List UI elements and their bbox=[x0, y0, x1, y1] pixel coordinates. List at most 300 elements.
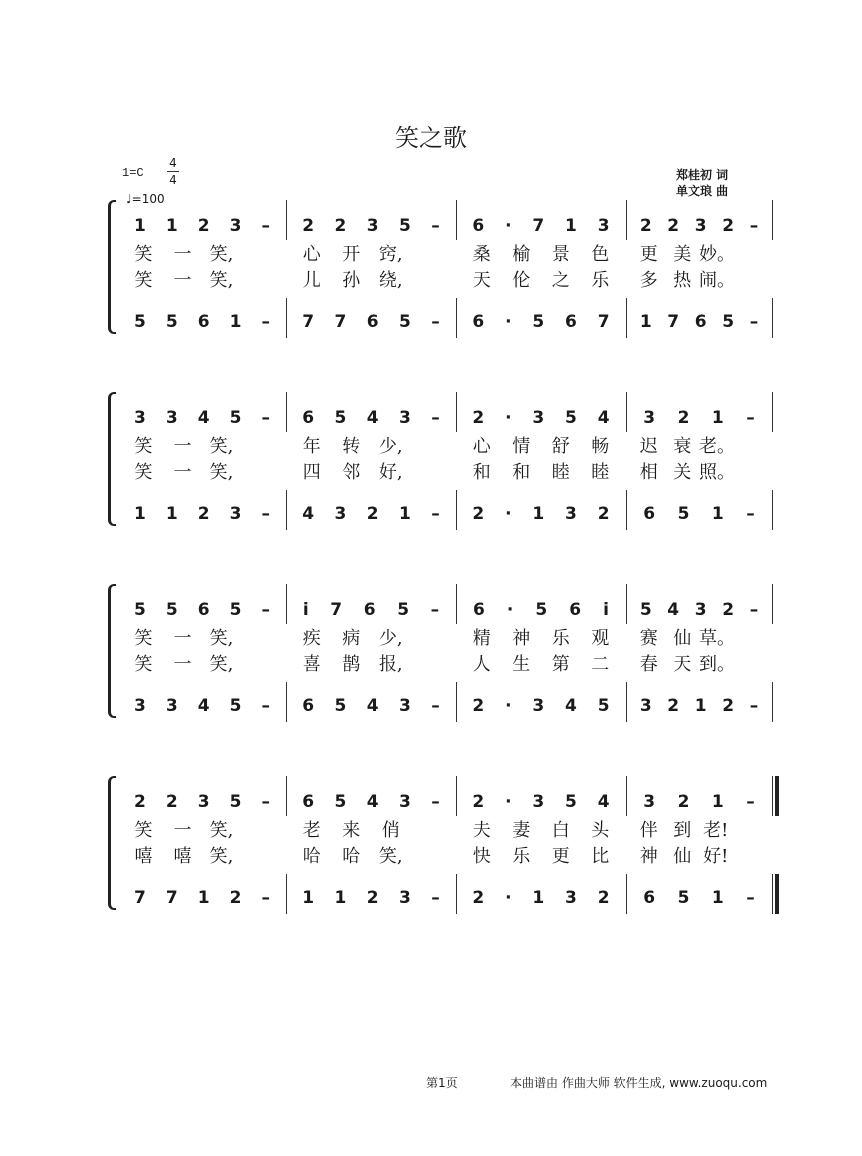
note: 5 bbox=[134, 600, 146, 620]
lyrics2-measure bbox=[124, 458, 280, 484]
lyric-char: 关 bbox=[673, 462, 692, 483]
note: 6 bbox=[302, 792, 315, 812]
final-bar-line bbox=[775, 874, 779, 914]
note: 2 bbox=[677, 408, 690, 428]
note: 2 bbox=[302, 216, 315, 236]
lyric-char: 老。 bbox=[699, 436, 735, 457]
note: 3 bbox=[197, 792, 210, 812]
note: 1 bbox=[399, 504, 411, 524]
lyric-char bbox=[411, 842, 451, 868]
note: 4 bbox=[197, 696, 210, 716]
lyric-char bbox=[733, 650, 767, 676]
lyric-char bbox=[733, 624, 767, 650]
note: 6 bbox=[643, 504, 656, 524]
lyric-char: 热 bbox=[673, 270, 692, 291]
note: – bbox=[431, 792, 440, 812]
note: 5 bbox=[334, 792, 347, 812]
note: 5 bbox=[134, 312, 146, 332]
lyric-char: 美 bbox=[673, 244, 692, 265]
lyric-char: 笑, bbox=[209, 462, 234, 483]
lyric-char: 天 bbox=[673, 654, 692, 675]
note: 6 bbox=[473, 600, 485, 620]
lyric-char: 色 bbox=[591, 244, 610, 265]
lyric-char: 笑, bbox=[378, 846, 403, 867]
lyrics2-measure bbox=[462, 842, 620, 868]
lyric-char bbox=[411, 624, 451, 650]
lyrics1-measure bbox=[124, 240, 280, 266]
note: 2 bbox=[472, 504, 485, 524]
note: 4 bbox=[366, 792, 379, 812]
lyric-char: 笑, bbox=[209, 436, 234, 457]
note: 5 bbox=[535, 600, 548, 620]
lyric-char bbox=[241, 816, 280, 842]
note: 3 bbox=[565, 504, 577, 524]
lyrics2-measure bbox=[632, 842, 766, 868]
note: 5 bbox=[397, 600, 410, 620]
note: 5 bbox=[334, 408, 347, 428]
system-brace bbox=[108, 392, 116, 526]
note: 5 bbox=[677, 504, 690, 524]
lyric-char: 夫 bbox=[472, 820, 491, 841]
lyric-char: 鹊 bbox=[342, 654, 361, 675]
bar-line bbox=[772, 392, 773, 432]
lyric-char bbox=[733, 458, 767, 484]
lyric-char bbox=[241, 432, 280, 458]
note: 2 bbox=[667, 696, 680, 716]
lyrics1-measure bbox=[462, 240, 620, 266]
note: 6 bbox=[197, 312, 210, 332]
note: 1 bbox=[565, 216, 577, 236]
lyric-char: 笑 bbox=[134, 628, 153, 649]
note: 1 bbox=[711, 504, 724, 524]
note: 7 bbox=[302, 312, 315, 332]
lyric-char bbox=[411, 432, 451, 458]
note: 2 bbox=[722, 696, 735, 716]
lyrics1-measure bbox=[292, 816, 450, 842]
lyric-char: 人 bbox=[472, 654, 491, 675]
bass-measure bbox=[632, 504, 766, 524]
bar-line bbox=[456, 200, 457, 240]
lyric-char bbox=[411, 240, 451, 266]
note: – bbox=[261, 696, 270, 716]
lyric-char: 笑 bbox=[134, 820, 153, 841]
lyric-char bbox=[241, 624, 280, 650]
lyric-char: 畅 bbox=[591, 436, 610, 457]
note: 7 bbox=[330, 600, 343, 620]
bar-line bbox=[286, 874, 287, 914]
melody-measure bbox=[632, 408, 766, 428]
note: · bbox=[505, 312, 512, 332]
lyric-char: 心 bbox=[302, 244, 321, 265]
system-2 bbox=[0, 388, 862, 528]
note: · bbox=[505, 504, 512, 524]
lyric-char: 乐 bbox=[551, 628, 570, 649]
lyric-char bbox=[241, 458, 280, 484]
melody-measure bbox=[124, 792, 280, 812]
time-sig-bottom: 4 bbox=[169, 173, 177, 187]
lyric-char: 舒 bbox=[551, 436, 570, 457]
bass-measure bbox=[462, 888, 620, 908]
lyrics1-measure bbox=[632, 816, 766, 842]
note: 1 bbox=[639, 312, 652, 332]
lyric-char: 妙。 bbox=[699, 244, 735, 265]
note: – bbox=[746, 408, 755, 428]
note: 3 bbox=[134, 696, 146, 716]
lyric-char: 伦 bbox=[512, 270, 531, 291]
note: – bbox=[749, 696, 759, 716]
time-signature bbox=[166, 156, 180, 187]
lyric-char bbox=[241, 650, 280, 676]
lyric-char: 报, bbox=[378, 654, 403, 675]
note: 5 bbox=[565, 792, 577, 812]
lyric-char bbox=[411, 458, 451, 484]
bass-measure bbox=[292, 696, 450, 716]
note: 6 bbox=[569, 600, 582, 620]
melody-measure bbox=[462, 408, 620, 428]
melody-measure bbox=[292, 600, 450, 620]
lyric-char: 笑 bbox=[134, 270, 153, 291]
bar-line bbox=[456, 682, 457, 722]
melody-measure bbox=[124, 600, 280, 620]
note: 4 bbox=[597, 408, 610, 428]
system-4 bbox=[0, 772, 862, 912]
note: – bbox=[749, 312, 759, 332]
lyric-char: 一 bbox=[173, 436, 192, 457]
lyric-char: 情 bbox=[512, 436, 531, 457]
bar-line bbox=[456, 298, 457, 338]
bass-measure bbox=[124, 312, 280, 332]
lyric-char: 第 bbox=[551, 654, 570, 675]
note: 6 bbox=[643, 888, 656, 908]
note: – bbox=[431, 504, 440, 524]
note: 6 bbox=[694, 312, 707, 332]
note: 1 bbox=[165, 504, 178, 524]
bar-line bbox=[286, 584, 287, 624]
bar-line bbox=[626, 298, 627, 338]
note: 6 bbox=[197, 600, 210, 620]
lyric-char: 孙 bbox=[342, 270, 361, 291]
note: 3 bbox=[399, 408, 411, 428]
lyric-char: 笑, bbox=[209, 846, 234, 867]
bar-line bbox=[286, 200, 287, 240]
note: 1 bbox=[197, 888, 210, 908]
bar-line bbox=[456, 490, 457, 530]
note: 1 bbox=[134, 504, 146, 524]
lyrics1-measure bbox=[124, 624, 280, 650]
lyric-char: 笑, bbox=[209, 270, 234, 291]
note: 2 bbox=[229, 888, 242, 908]
bass-measure bbox=[632, 312, 766, 332]
lyric-char: 照。 bbox=[699, 462, 735, 483]
footer-note: 本曲谱由 作曲大师 软件生成, www.zuoqu.com bbox=[510, 1076, 768, 1090]
final-bar-line bbox=[775, 776, 779, 816]
note: 1 bbox=[302, 888, 315, 908]
bar-line bbox=[772, 874, 773, 914]
note: 4 bbox=[302, 504, 315, 524]
note: 3 bbox=[532, 792, 545, 812]
note: 3 bbox=[694, 216, 707, 236]
note: 3 bbox=[532, 696, 545, 716]
note: – bbox=[431, 888, 440, 908]
note: 7 bbox=[134, 888, 146, 908]
lyric-char: 嘻 bbox=[173, 846, 192, 867]
note: – bbox=[261, 408, 270, 428]
system-brace bbox=[108, 584, 116, 718]
lyric-char bbox=[733, 432, 767, 458]
lyric-char: 一 bbox=[173, 628, 192, 649]
lyric-char: 快 bbox=[472, 846, 491, 867]
lyrics1-measure bbox=[292, 624, 450, 650]
note: 2 bbox=[165, 792, 178, 812]
bar-line bbox=[626, 874, 627, 914]
lyric-char: 心 bbox=[472, 436, 491, 457]
note: i bbox=[603, 600, 609, 620]
note: 6 bbox=[472, 216, 485, 236]
note: 5 bbox=[229, 408, 242, 428]
bar-line bbox=[456, 874, 457, 914]
lyric-char: 哈 bbox=[302, 846, 321, 867]
note: · bbox=[505, 888, 512, 908]
bar-line bbox=[286, 392, 287, 432]
note: 5 bbox=[229, 600, 242, 620]
lyric-char: 乐 bbox=[591, 270, 610, 291]
system-brace bbox=[108, 776, 116, 910]
bass-measure bbox=[124, 504, 280, 524]
note: 2 bbox=[472, 888, 485, 908]
lyricist: 郑桂初 词 bbox=[676, 168, 729, 182]
note: 5 bbox=[165, 600, 178, 620]
bar-line bbox=[456, 392, 457, 432]
melody-measure bbox=[292, 216, 450, 236]
lyric-char bbox=[411, 266, 451, 292]
lyric-char: 白 bbox=[551, 820, 570, 841]
lyrics1-measure bbox=[292, 240, 450, 266]
note: 2 bbox=[667, 216, 680, 236]
lyric-char: 转 bbox=[342, 436, 361, 457]
lyrics2-measure bbox=[292, 458, 450, 484]
lyric-char: 四 bbox=[302, 462, 321, 483]
note: 3 bbox=[399, 696, 411, 716]
lyric-char: 比 bbox=[591, 846, 610, 867]
lyrics2-measure bbox=[632, 266, 766, 292]
lyrics1-measure bbox=[124, 432, 280, 458]
lyrics2-measure bbox=[124, 650, 280, 676]
lyric-char: 仙 bbox=[673, 846, 692, 867]
note: 5 bbox=[165, 312, 178, 332]
lyric-char: 来 bbox=[342, 820, 361, 841]
lyrics2-measure bbox=[462, 266, 620, 292]
note: 4 bbox=[366, 696, 379, 716]
lyric-char: 开 bbox=[342, 244, 361, 265]
bar-line bbox=[772, 490, 773, 530]
bar-line bbox=[772, 200, 773, 240]
lyric-char: 乐 bbox=[512, 846, 531, 867]
lyric-char: 到 bbox=[673, 820, 692, 841]
lyric-char: 病 bbox=[342, 628, 361, 649]
melody-measure bbox=[462, 600, 620, 620]
note: 3 bbox=[399, 792, 411, 812]
note: 2 bbox=[677, 792, 690, 812]
note: 5 bbox=[532, 312, 545, 332]
note: – bbox=[431, 312, 440, 332]
lyric-char: 赛 bbox=[639, 628, 658, 649]
lyric-char bbox=[241, 266, 280, 292]
note: 3 bbox=[134, 408, 146, 428]
note: 5 bbox=[334, 696, 347, 716]
note: 3 bbox=[639, 696, 652, 716]
lyrics2-measure bbox=[462, 458, 620, 484]
note: 4 bbox=[197, 408, 210, 428]
note: 6 bbox=[302, 408, 315, 428]
lyric-char: 多 bbox=[639, 270, 658, 291]
lyric-char bbox=[733, 816, 767, 842]
note: – bbox=[430, 600, 440, 620]
note: 3 bbox=[597, 216, 610, 236]
bass-measure bbox=[124, 888, 280, 908]
note: 6 bbox=[363, 600, 376, 620]
note: 3 bbox=[366, 216, 379, 236]
bar-line bbox=[772, 776, 773, 816]
lyric-char: 俏 bbox=[381, 820, 400, 841]
bar-line bbox=[772, 298, 773, 338]
lyric-char: 天 bbox=[472, 270, 491, 291]
lyric-char: 观 bbox=[591, 628, 610, 649]
lyrics1-measure bbox=[632, 624, 766, 650]
note: 2 bbox=[597, 504, 610, 524]
note: 7 bbox=[532, 216, 545, 236]
lyric-char bbox=[733, 240, 767, 266]
lyric-char: 好! bbox=[703, 846, 729, 867]
note: 3 bbox=[334, 504, 347, 524]
melody-measure bbox=[124, 408, 280, 428]
note: 3 bbox=[643, 408, 656, 428]
lyric-char: 一 bbox=[173, 654, 192, 675]
note: 5 bbox=[597, 696, 610, 716]
lyric-char: 桑 bbox=[472, 244, 491, 265]
lyric-char: 哈 bbox=[342, 846, 361, 867]
lyric-char bbox=[411, 650, 451, 676]
note: 1 bbox=[711, 888, 724, 908]
bass-measure bbox=[462, 504, 620, 524]
bar-line bbox=[772, 584, 773, 624]
song-title: 笑之歌 bbox=[395, 124, 467, 152]
note: · bbox=[505, 696, 512, 716]
note: 1 bbox=[711, 792, 724, 812]
lyric-char: 更 bbox=[639, 244, 658, 265]
bar-line bbox=[286, 490, 287, 530]
lyric-char: 笑 bbox=[134, 244, 153, 265]
bar-line bbox=[626, 200, 627, 240]
tempo-value: =100 bbox=[131, 192, 165, 206]
lyric-char: 迟 bbox=[639, 436, 658, 457]
note: 2 bbox=[639, 216, 652, 236]
note: 1 bbox=[165, 216, 178, 236]
lyric-char: 一 bbox=[173, 270, 192, 291]
note: · bbox=[505, 216, 512, 236]
system-1 bbox=[0, 196, 862, 336]
bass-measure bbox=[292, 504, 450, 524]
note: 2 bbox=[472, 696, 485, 716]
note: 4 bbox=[597, 792, 610, 812]
melody-measure bbox=[632, 216, 766, 236]
note: 4 bbox=[667, 600, 680, 620]
system-3 bbox=[0, 580, 862, 720]
melody-measure bbox=[462, 792, 620, 812]
note: 2 bbox=[366, 504, 379, 524]
composer: 单文琅 曲 bbox=[676, 184, 729, 198]
lyric-char: 笑 bbox=[134, 462, 153, 483]
note: 6 bbox=[565, 312, 577, 332]
melody-measure bbox=[124, 216, 280, 236]
lyric-char bbox=[241, 240, 280, 266]
bar-line bbox=[626, 392, 627, 432]
lyrics1-measure bbox=[292, 432, 450, 458]
note: 5 bbox=[722, 312, 735, 332]
lyric-char: 窍, bbox=[378, 244, 403, 265]
lyric-char: 疾 bbox=[302, 628, 321, 649]
lyric-char: 睦 bbox=[591, 462, 610, 483]
note: – bbox=[746, 888, 755, 908]
note: 1 bbox=[532, 888, 545, 908]
note: – bbox=[261, 600, 270, 620]
note: – bbox=[261, 312, 270, 332]
bar-line bbox=[772, 682, 773, 722]
lyric-char: 之 bbox=[551, 270, 570, 291]
lyrics1-measure bbox=[462, 624, 620, 650]
note: 5 bbox=[229, 792, 242, 812]
lyric-char: 一 bbox=[173, 244, 192, 265]
lyric-char: 绕, bbox=[378, 270, 403, 291]
lyric-char: 闹。 bbox=[699, 270, 735, 291]
bass-measure bbox=[462, 696, 620, 716]
lyric-char: 一 bbox=[173, 820, 192, 841]
lyric-char: 笑, bbox=[209, 654, 234, 675]
lyric-char: 妻 bbox=[512, 820, 531, 841]
lyrics1-measure bbox=[124, 816, 280, 842]
bass-measure bbox=[292, 888, 450, 908]
note: 1 bbox=[532, 504, 545, 524]
lyric-char: 神 bbox=[512, 628, 531, 649]
lyrics2-measure bbox=[632, 650, 766, 676]
note: i bbox=[302, 600, 309, 620]
note: – bbox=[749, 600, 759, 620]
note: – bbox=[261, 216, 270, 236]
note: – bbox=[431, 408, 440, 428]
note: 2 bbox=[472, 792, 485, 812]
melody-measure bbox=[292, 792, 450, 812]
lyric-char bbox=[411, 816, 451, 842]
lyric-char: 草。 bbox=[699, 628, 735, 649]
note: 2 bbox=[197, 504, 210, 524]
bar-line bbox=[456, 776, 457, 816]
lyric-char: 到。 bbox=[699, 654, 735, 675]
bass-measure bbox=[462, 312, 620, 332]
lyric-char: 笑, bbox=[209, 628, 234, 649]
lyric-char: 儿 bbox=[302, 270, 321, 291]
note: 6 bbox=[472, 312, 485, 332]
note: 2 bbox=[134, 792, 146, 812]
note: 4 bbox=[366, 408, 379, 428]
lyric-char bbox=[733, 266, 767, 292]
lyric-char: 二 bbox=[591, 654, 610, 675]
note: 3 bbox=[229, 216, 242, 236]
lyrics1-measure bbox=[632, 432, 766, 458]
lyrics2-measure bbox=[632, 458, 766, 484]
bar-line bbox=[456, 584, 457, 624]
note: 2 bbox=[722, 600, 735, 620]
note: 2 bbox=[197, 216, 210, 236]
note: 5 bbox=[639, 600, 652, 620]
